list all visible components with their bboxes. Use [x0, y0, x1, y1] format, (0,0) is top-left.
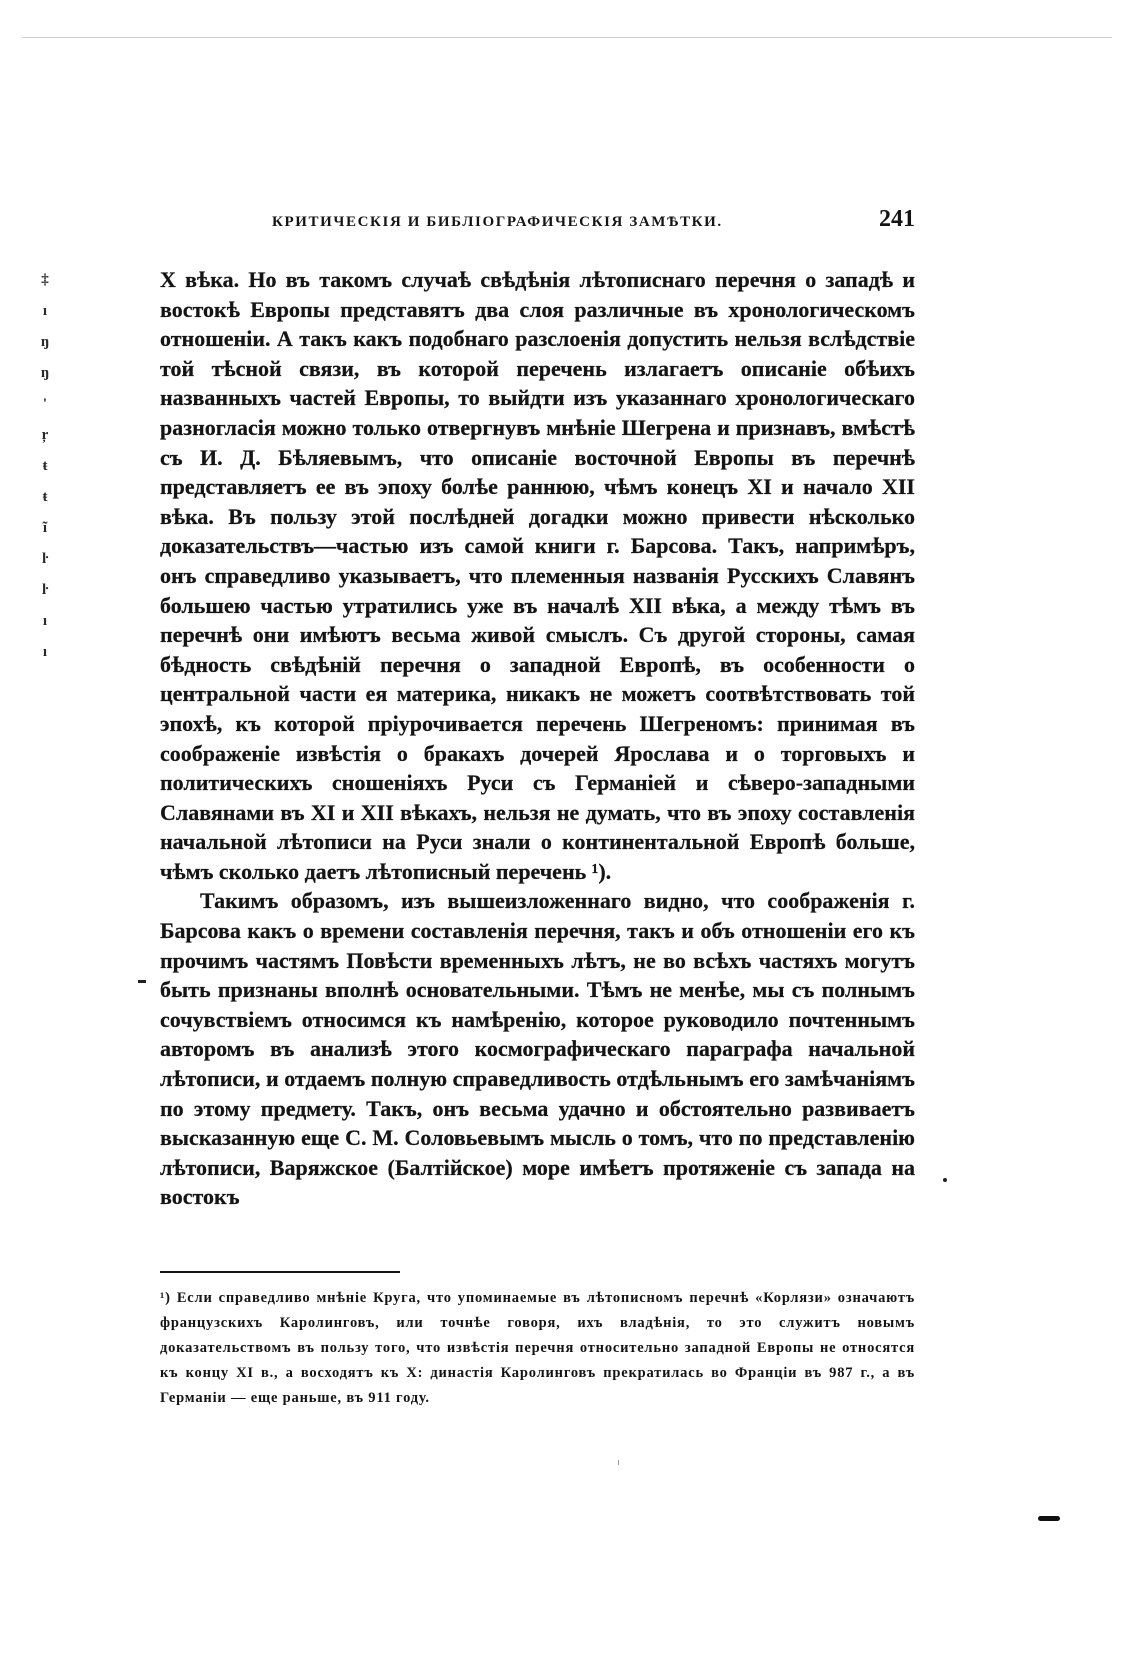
- scan-speck: [618, 1460, 619, 1465]
- margin-mark: ŋ: [40, 334, 50, 350]
- left-margin-marks: [38, 272, 52, 675]
- margin-mark: ': [42, 396, 48, 412]
- scan-speck: [138, 980, 146, 983]
- margin-mark: ŋ: [40, 365, 50, 381]
- margin-mark: ŧ: [42, 458, 48, 474]
- scan-speck: [1038, 1516, 1060, 1521]
- scan-edge-line: [22, 37, 1112, 38]
- page-header: [160, 206, 915, 240]
- margin-mark: ĩ: [42, 520, 48, 536]
- footnote: ¹) Если справедливо мнѣніе Круга, что упоминаемые въ лѣтописномъ перечнѣ «Корлязи» означаютъ французскихъ Каролинговъ, или точнѣе говоря, ихъ владѣнія, то это служитъ новымъ доказательствомъ въ пользу того, что извѣстія перечня относительно западной Европы не относятся къ концу XI в., а восходятъ къ X: династія Каролинговъ прекратилась во Франціи въ 987 г., а въ Германіи — еще раньше, въ 911 году.: [160, 1290, 915, 1406]
- margin-mark: ı: [42, 613, 48, 629]
- page-number: 241: [879, 206, 915, 232]
- margin-mark: ŀ: [42, 551, 48, 567]
- body-text: [160, 265, 915, 1212]
- margin-mark: ŗ: [41, 427, 49, 443]
- margin-mark: ŧ: [42, 489, 48, 505]
- scan-speck: [943, 1178, 947, 1182]
- running-head: КРИТИЧЕСКІЯ И БИБЛІОГРАФИЧЕСКІЯ ЗАМѢТКИ.: [272, 214, 723, 230]
- margin-mark: ŀ: [42, 582, 48, 598]
- body-paragraph: X вѣка. Но въ такомъ случаѣ свѣдѣнія лѣтописнаго перечня о западѣ и востокѣ Европы представятъ два слоя различные въ хронологическомъ отношеніи. А такъ какъ подобнаго разслоенія допустить нельзя вслѣдствіе той тѣсной связи, въ которой перечень излагаетъ описаніе обѣихъ названныхъ частей Европы, то выйдти изъ указаннаго хронологическаго разногласія можно только отвергнувъ мнѣніе Шегрена и признавъ, вмѣстѣ съ И. Д. Бѣляевымъ, что описаніе восточной Европы въ перечнѣ представляетъ ее въ эпоху болѣе раннюю, чѣмъ конецъ XI и начало XII вѣка. Въ пользу этой послѣдней догадки можно привести нѣсколько доказательствъ—частью изъ самой книги г. Барсова. Такъ, напримѣръ, онъ справедливо указываетъ, что племенныя названія Русскихъ Славянъ большею частью утратились уже въ началѣ XII вѣка, а между тѣмъ въ перечнѣ они имѣютъ весьма живой смыслъ. Съ другой стороны, самая бѣдность свѣдѣній перечня о западной Европѣ, въ особенности о центральной части ея материка, никакъ не можетъ соотвѣтствовать той эпохѣ, къ которой пріурочивается перечень Шегреномъ: принимая въ соображеніе извѣстія о бракахъ дочерей Ярослава и о торговыхъ и политическихъ сношеніяхъ Руси съ Германіей и сѣверо-западными Славянами въ XI и XII вѣкахъ, нельзя не думать, что въ эпоху составленія начальной лѣтописи на Руси знали о континентальной Европѣ больше, чѣмъ сколько даетъ лѣтописный перечень ¹).: [160, 267, 915, 884]
- footnote-divider: [160, 1271, 400, 1273]
- margin-mark: ı: [42, 303, 48, 319]
- body-paragraph: Такимъ образомъ, изъ вышеизложеннаго видно, что соображенія г. Барсова какъ о времени составленія перечня, такъ и объ отношеніи его къ прочимъ частямъ Повѣсти временныхъ лѣтъ, не во всѣхъ частяхъ могутъ быть признаны вполнѣ основательными. Тѣмъ не менѣе, мы съ полнымъ сочувствіемъ относимся къ намѣренію, которое руководило почтеннымъ авторомъ въ анализѣ этого космографическаго параграфа начальной лѣтописи, и отдаемъ полную справедливость отдѣльнымъ его замѣчаніямъ по этому предмету. Такъ, онъ весьма удачно и обстоятельно развиваетъ высказанную еще С. М. Соловьевымъ мысль о томъ, что по представленію лѣтописи, Варяжское (Балтійское) море имѣетъ протяженіе съ запада на востокъ: [160, 888, 915, 1210]
- margin-mark: ı: [42, 644, 48, 660]
- margin-mark: ‡: [41, 272, 49, 288]
